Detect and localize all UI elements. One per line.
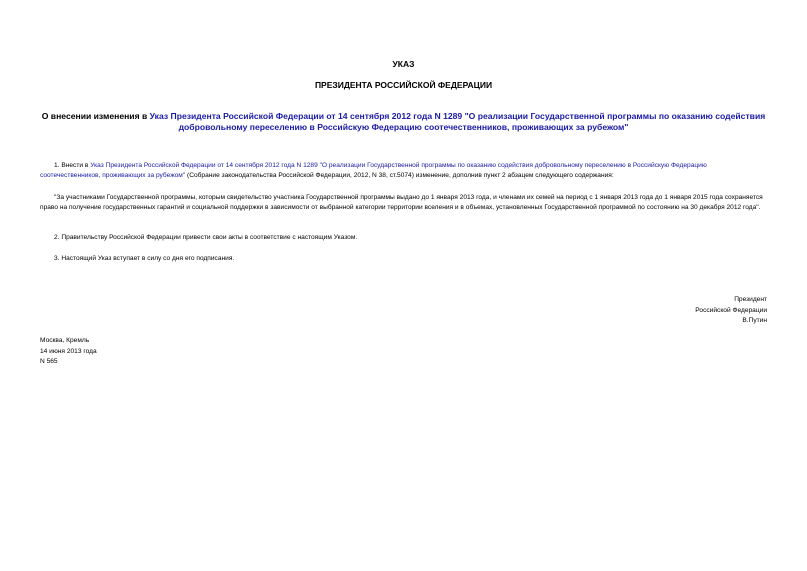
title-prefix: О внесении изменения в — [41, 111, 150, 121]
signature-country: Российской Федерации — [695, 306, 767, 314]
paragraph-1-suffix: (Собрание законодательства Российской Федерации, 2012, N 38, ст.5074) изменение, дополнив пункт 2 абзацем следующего содержания: — [185, 172, 614, 179]
document-title — [40, 111, 767, 133]
place-location: Москва, Кремль — [40, 337, 90, 344]
paragraph-quote: "За участниками Государственной программы, которым свидетельство участника Государственной программы выдано до 1 января 2013 года, и членами их семей на период с 1 января 2013 года до 1 января 2015 года сохраняется право на получение государственных гарантий и социальной поддержки в зависимости от выбранной категории территории вселения и в объемах, установленных Государственной программой по состоянию на 30 декабря 2012 года". — [40, 194, 763, 211]
paragraph-1-decree-link[interactable]: Указ Президента Российской Федерации от 14 сентября 2012 года N 1289 "О реализации Государственной программы по оказанию содействия добровольному переселению в Российскую Федерацию соотечественников, проживающих за рубежом" — [40, 162, 707, 179]
document-number: N 565 — [40, 358, 58, 365]
paragraph-1-prefix: 1. Внести в — [54, 162, 91, 169]
paragraph-3: 3. Настоящий Указ вступает в силу со дня его подписания. — [54, 255, 235, 262]
signature-block — [695, 295, 767, 327]
document-type-heading: УКАЗ — [392, 59, 415, 69]
issuer-heading: ПРЕЗИДЕНТА РОССИЙСКОЙ ФЕДЕРАЦИИ — [314, 80, 493, 90]
place-date-block — [40, 336, 97, 368]
paragraph-2: 2. Правительству Российской Федерации привести свои акты в соответствие с настоящим Указом. — [54, 234, 358, 241]
place-date: 14 июня 2013 года — [40, 347, 97, 355]
paragraph-1 — [40, 161, 767, 181]
title-decree-link[interactable]: Указ Президента Российской Федерации от 14 сентября 2012 года N 1289 "О реализации Государственной программы по оказанию содействия добровольному переселению в Российскую Федерацию соотечественников, проживающих за рубежом" — [149, 111, 766, 132]
signature-position: Президент — [734, 296, 767, 303]
signature-name: В.Путин — [742, 317, 767, 324]
